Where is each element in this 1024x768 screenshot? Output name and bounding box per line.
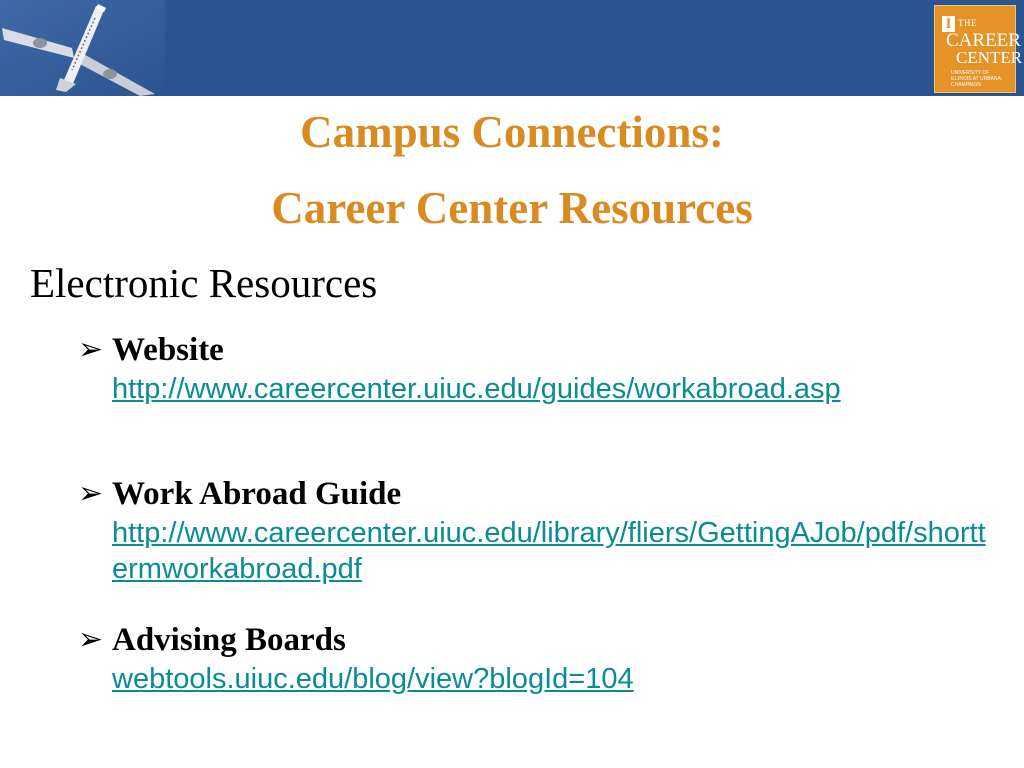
item-label: Work Abroad Guide xyxy=(112,476,402,512)
arrow-bullet-icon: ➢ xyxy=(78,332,104,367)
header-banner xyxy=(0,0,1024,96)
section-heading: Electronic Resources xyxy=(30,260,378,306)
website-link[interactable]: http://www.careercenter.uiuc.edu/guides/workabroad.asp xyxy=(112,373,841,405)
arrow-bullet-icon: ➢ xyxy=(78,476,104,511)
arrow-bullet-icon: ➢ xyxy=(78,622,104,657)
logo-career: CAREER xyxy=(946,30,1021,51)
slide-title-line1: Campus Connections: xyxy=(300,107,724,157)
work-abroad-guide-link[interactable]: http://www.careercenter.uiuc.edu/library/fliers/GettingAJob/pdf/shorttermworkabroad.pdf xyxy=(112,517,986,585)
logo-i-mark: I xyxy=(942,16,955,32)
slide-title-line2: Career Center Resources xyxy=(271,183,753,233)
logo-center: CENTER xyxy=(956,48,1023,67)
logo-fine-print: UNIVERSITY OF ILLINOIS AT URBANA-CHAMPAIGN xyxy=(951,70,1003,88)
career-center-logo xyxy=(934,5,1023,93)
airplane-icon xyxy=(0,0,165,96)
item-label: Website xyxy=(112,332,224,368)
advising-boards-link[interactable]: webtools.uiuc.edu/blog/view?blogId=104 xyxy=(112,663,634,695)
logo-the: THE xyxy=(958,18,977,28)
item-label: Advising Boards xyxy=(112,622,346,658)
